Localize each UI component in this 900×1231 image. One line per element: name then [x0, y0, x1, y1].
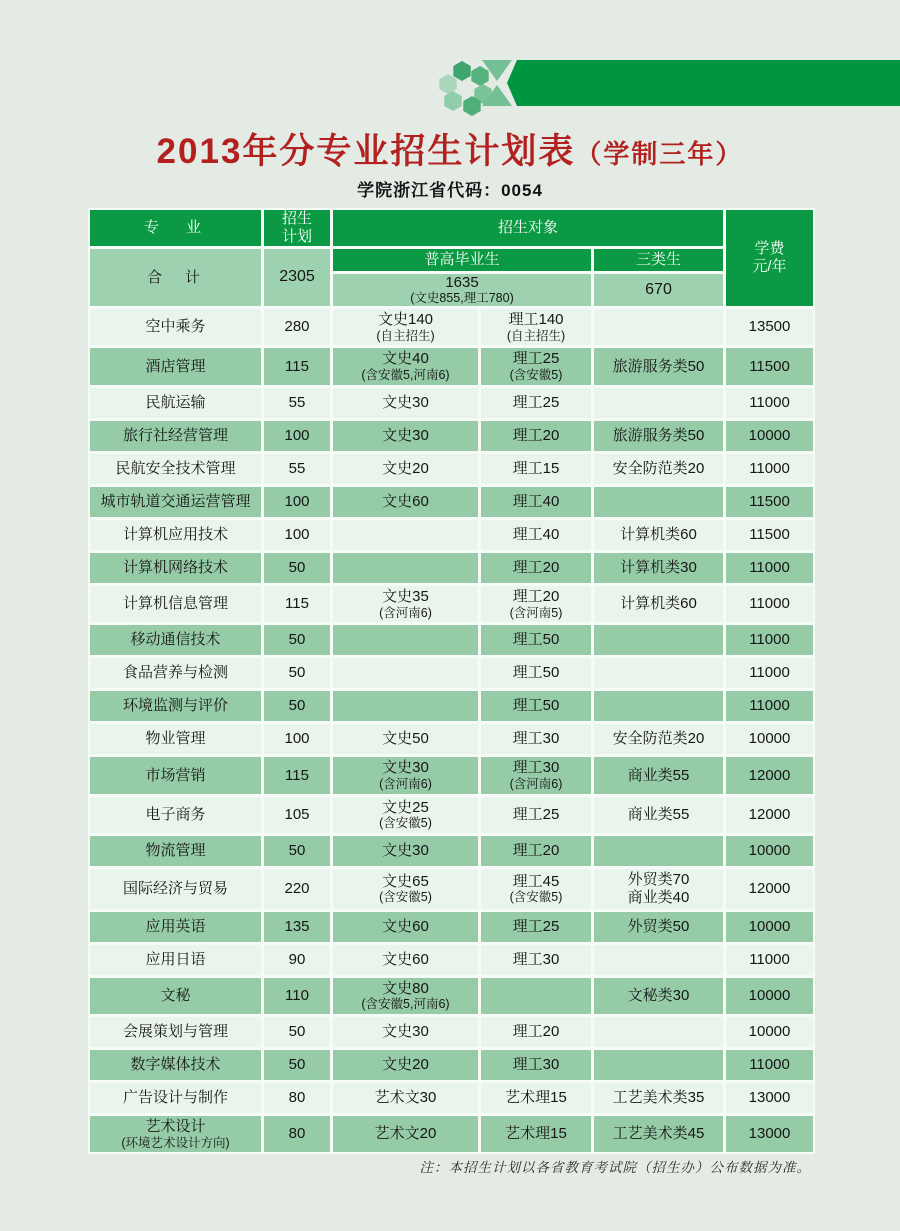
plan-table	[88, 208, 815, 1154]
cell-tuition: 10000	[726, 912, 813, 942]
header-regular: 普高毕业生	[333, 249, 591, 271]
cell-ws: 文史20	[333, 454, 478, 484]
cell-tuition: 12000	[726, 757, 813, 793]
cell-lg: 理工30	[481, 1050, 591, 1080]
cell-tuition: 13000	[726, 1116, 813, 1152]
cell-plan: 55	[264, 454, 330, 484]
header-major: 专 业	[90, 210, 261, 246]
cell-tuition: 11500	[726, 348, 813, 384]
cell-third: 商业类55	[594, 797, 723, 833]
cell-third: 计算机类30	[594, 553, 723, 583]
cell-ws: 文史60	[333, 487, 478, 517]
cell-third: 旅游服务类50	[594, 421, 723, 451]
cell-major: 广告设计与制作	[90, 1083, 261, 1113]
cell-plan: 50	[264, 836, 330, 866]
header-banner	[420, 50, 900, 116]
cell-major: 数字媒体技术	[90, 1050, 261, 1080]
cell-plan: 220	[264, 869, 330, 908]
page-subtitle: 学院浙江省代码：0054	[357, 181, 543, 200]
cell-lg: 理工25	[481, 388, 591, 418]
cell-ws	[333, 691, 478, 721]
cell-third	[594, 658, 723, 688]
cell-plan: 50	[264, 553, 330, 583]
cell-third: 外贸类70 商业类40	[594, 869, 723, 908]
cell-lg: 理工20 (含河南5)	[481, 586, 591, 622]
cell-third: 计算机类60	[594, 586, 723, 622]
cell-lg: 理工50	[481, 691, 591, 721]
cell-third: 商业类55	[594, 757, 723, 793]
cell-tuition: 11500	[726, 520, 813, 550]
cell-major: 市场营销	[90, 757, 261, 793]
cell-third	[594, 487, 723, 517]
cell-third	[594, 388, 723, 418]
total-plan: 2305	[264, 249, 330, 306]
cell-major: 应用英语	[90, 912, 261, 942]
cell-major: 会展策划与管理	[90, 1017, 261, 1047]
cell-ws: 文史30	[333, 388, 478, 418]
cell-major: 计算机网络技术	[90, 553, 261, 583]
cell-tuition: 10000	[726, 724, 813, 754]
cell-major: 电子商务	[90, 797, 261, 833]
cell-ws: 文史30	[333, 1017, 478, 1047]
cell-third: 计算机类60	[594, 520, 723, 550]
cell-major: 国际经济与贸易	[90, 869, 261, 908]
cell-major: 空中乘务	[90, 309, 261, 345]
cell-tuition: 12000	[726, 797, 813, 833]
cell-third	[594, 945, 723, 975]
cell-plan: 50	[264, 658, 330, 688]
cell-ws: 文史80 (含安徽5,河南6)	[333, 978, 478, 1014]
cell-third: 外贸类50	[594, 912, 723, 942]
cell-lg: 理工25	[481, 797, 591, 833]
logo-hexagons	[439, 61, 491, 116]
cell-plan: 100	[264, 520, 330, 550]
cell-plan: 280	[264, 309, 330, 345]
cell-lg: 理工20	[481, 1017, 591, 1047]
cell-ws	[333, 658, 478, 688]
total-regular: 1635 (文史855,理工780)	[333, 274, 591, 306]
cell-tuition: 13500	[726, 309, 813, 345]
page-title-main: 2013年分专业招生计划表	[156, 132, 576, 171]
cell-major: 食品营养与检测	[90, 658, 261, 688]
total-third: 670	[594, 274, 723, 306]
cell-third: 旅游服务类50	[594, 348, 723, 384]
cell-ws: 文史60	[333, 945, 478, 975]
cell-third: 工艺美术类45	[594, 1116, 723, 1152]
cell-lg: 理工50	[481, 625, 591, 655]
cell-lg: 理工20	[481, 553, 591, 583]
cell-major: 酒店管理	[90, 348, 261, 384]
cell-lg: 理工25 (含安徽5)	[481, 348, 591, 384]
cell-tuition: 11000	[726, 625, 813, 655]
page-title-suffix: （学制三年）	[575, 139, 744, 169]
cell-major: 城市轨道交通运营管理	[90, 487, 261, 517]
header-tuition: 学费 元/年	[726, 210, 813, 306]
cell-plan: 50	[264, 1017, 330, 1047]
cell-tuition: 10000	[726, 978, 813, 1014]
cell-major: 文秘	[90, 978, 261, 1014]
cell-ws: 艺术文30	[333, 1083, 478, 1113]
banner-bar	[507, 60, 900, 106]
cell-plan: 100	[264, 724, 330, 754]
header-plan: 招生 计划	[264, 210, 330, 246]
cell-lg: 理工20	[481, 836, 591, 866]
cell-third	[594, 836, 723, 866]
cell-major: 旅行社经营管理	[90, 421, 261, 451]
cell-third	[594, 625, 723, 655]
cell-tuition: 13000	[726, 1083, 813, 1113]
cell-ws: 文史140 (自主招生)	[333, 309, 478, 345]
total-label: 合 计	[90, 249, 261, 306]
cell-lg: 理工15	[481, 454, 591, 484]
cell-ws	[333, 520, 478, 550]
cell-third: 安全防范类20	[594, 454, 723, 484]
cell-lg: 理工30	[481, 945, 591, 975]
header-third: 三类生	[594, 249, 723, 271]
cell-ws: 文史20	[333, 1050, 478, 1080]
footnote: 注：本招生计划以各省教育考试院（招生办）公布数据为准。	[419, 1160, 811, 1175]
cell-tuition: 11500	[726, 487, 813, 517]
cell-ws: 文史65 (含安徽5)	[333, 869, 478, 908]
cell-third: 工艺美术类35	[594, 1083, 723, 1113]
cell-tuition: 11000	[726, 553, 813, 583]
cell-tuition: 11000	[726, 658, 813, 688]
cell-tuition: 12000	[726, 869, 813, 908]
cell-major: 计算机应用技术	[90, 520, 261, 550]
cell-ws: 文史60	[333, 912, 478, 942]
cell-lg: 理工25	[481, 912, 591, 942]
cell-tuition: 11000	[726, 1050, 813, 1080]
cell-ws	[333, 553, 478, 583]
cell-ws: 文史40 (含安徽5,河南6)	[333, 348, 478, 384]
cell-major: 应用日语	[90, 945, 261, 975]
cell-lg: 艺术理15	[481, 1083, 591, 1113]
cell-lg: 理工20	[481, 421, 591, 451]
cell-plan: 90	[264, 945, 330, 975]
cell-major: 环境监测与评价	[90, 691, 261, 721]
header-target: 招生对象	[333, 210, 723, 246]
cell-lg: 理工140 (自主招生)	[481, 309, 591, 345]
cell-ws: 文史30	[333, 421, 478, 451]
cell-third: 安全防范类20	[594, 724, 723, 754]
cell-plan: 50	[264, 1050, 330, 1080]
cell-tuition: 11000	[726, 945, 813, 975]
cell-third	[594, 691, 723, 721]
cell-major: 移动通信技术	[90, 625, 261, 655]
cell-lg: 理工50	[481, 658, 591, 688]
cell-ws: 文史30	[333, 836, 478, 866]
cell-third	[594, 1017, 723, 1047]
cell-plan: 80	[264, 1083, 330, 1113]
cell-plan: 105	[264, 797, 330, 833]
cell-ws: 文史25 (含安徽5)	[333, 797, 478, 833]
cell-plan: 115	[264, 757, 330, 793]
cell-tuition: 10000	[726, 1017, 813, 1047]
cell-lg: 理工30	[481, 724, 591, 754]
cell-major: 艺术设计 (环境艺术设计方向)	[90, 1116, 261, 1152]
cell-major: 物流管理	[90, 836, 261, 866]
cell-ws: 文史35 (含河南6)	[333, 586, 478, 622]
cell-tuition: 11000	[726, 691, 813, 721]
cell-plan: 115	[264, 348, 330, 384]
cell-lg: 艺术理15	[481, 1116, 591, 1152]
cell-lg: 理工40	[481, 520, 591, 550]
cell-third	[594, 1050, 723, 1080]
cell-lg	[481, 978, 591, 1014]
cell-tuition: 11000	[726, 586, 813, 622]
cell-tuition: 10000	[726, 421, 813, 451]
cell-plan: 100	[264, 421, 330, 451]
cell-tuition: 10000	[726, 836, 813, 866]
cell-major: 物业管理	[90, 724, 261, 754]
cell-major: 计算机信息管理	[90, 586, 261, 622]
cell-major: 民航运输	[90, 388, 261, 418]
cell-plan: 135	[264, 912, 330, 942]
cell-ws: 文史50	[333, 724, 478, 754]
cell-plan: 55	[264, 388, 330, 418]
cell-plan: 80	[264, 1116, 330, 1152]
cell-plan: 50	[264, 625, 330, 655]
cell-ws: 艺术文20	[333, 1116, 478, 1152]
cell-tuition: 11000	[726, 388, 813, 418]
cell-third	[594, 309, 723, 345]
cell-major: 民航安全技术管理	[90, 454, 261, 484]
page-title	[0, 124, 900, 174]
cell-plan: 110	[264, 978, 330, 1014]
cell-lg: 理工30 (含河南6)	[481, 757, 591, 793]
cell-ws	[333, 625, 478, 655]
cell-lg: 理工40	[481, 487, 591, 517]
cell-tuition: 11000	[726, 454, 813, 484]
cell-ws: 文史30 (含河南6)	[333, 757, 478, 793]
cell-plan: 100	[264, 487, 330, 517]
cell-plan: 115	[264, 586, 330, 622]
cell-lg: 理工45 (含安徽5)	[481, 869, 591, 908]
cell-third: 文秘类30	[594, 978, 723, 1014]
cell-plan: 50	[264, 691, 330, 721]
